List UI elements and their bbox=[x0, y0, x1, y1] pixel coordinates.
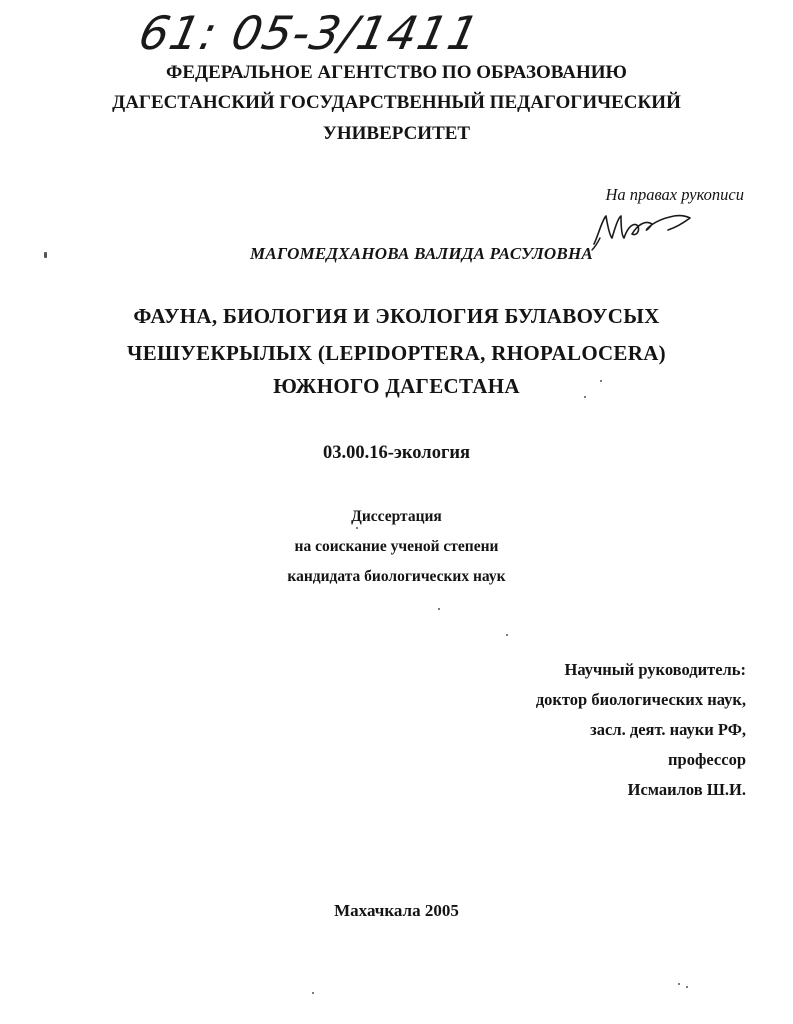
scan-speck bbox=[600, 380, 602, 382]
agency-name: ФЕДЕРАЛЬНОЕ АГЕНТСТВО ПО ОБРАЗОВАНИЮ bbox=[166, 62, 627, 83]
scan-speck bbox=[584, 396, 586, 398]
thesis-title-line-3: ЮЖНОГО ДАГЕСТАНА bbox=[273, 374, 520, 398]
thesis-title-line-1: ФАУНА, БИОЛОГИЯ И ЭКОЛОГИЯ БУЛАВОУСЫХ bbox=[133, 304, 660, 328]
scan-speck bbox=[438, 608, 440, 610]
university-name: ДАГЕСТАНСКИЙ ГОСУДАРСТВЕННЫЙ ПЕДАГОГИЧЕСКИЙ bbox=[112, 92, 681, 113]
scan-speck bbox=[506, 634, 508, 636]
signature-icon bbox=[588, 206, 700, 252]
supervisor-rank: профессор bbox=[668, 750, 746, 769]
supervisor-name: Исмаилов Ш.И. bbox=[627, 780, 746, 799]
scan-speck bbox=[312, 992, 314, 994]
university-name-cont: УНИВЕРСИТЕТ bbox=[322, 123, 471, 144]
degree-purpose: на соискание ученой степени bbox=[294, 538, 499, 555]
archive-number-handwritten: 61: 05-3/1411 bbox=[134, 6, 485, 60]
manuscript-rights-note: На правах рукописи bbox=[605, 185, 744, 204]
scan-speck bbox=[44, 252, 47, 258]
degree-name: кандидата биологических наук bbox=[287, 568, 506, 585]
supervisor-degree: доктор биологических наук, bbox=[535, 690, 746, 709]
thesis-title-line-2: ЧЕШУЕКРЫЛЫХ (LEPIDOPTERA, RHOPALOCERA) bbox=[127, 341, 666, 365]
scan-speck bbox=[678, 983, 680, 985]
document-type: Диссертация bbox=[351, 508, 442, 525]
scan-speck bbox=[356, 527, 358, 529]
scan-speck bbox=[686, 986, 688, 988]
specialty-code: 03.00.16-экология bbox=[322, 443, 471, 463]
supervisor-honor: засл. деят. науки РФ, bbox=[590, 720, 746, 739]
place-and-year: Махачкала 2005 bbox=[334, 901, 459, 920]
supervisor-label: Научный руководитель: bbox=[564, 660, 746, 679]
author-name: МАГОМЕДХАНОВА ВАЛИДА РАСУЛОВНА bbox=[250, 244, 593, 263]
